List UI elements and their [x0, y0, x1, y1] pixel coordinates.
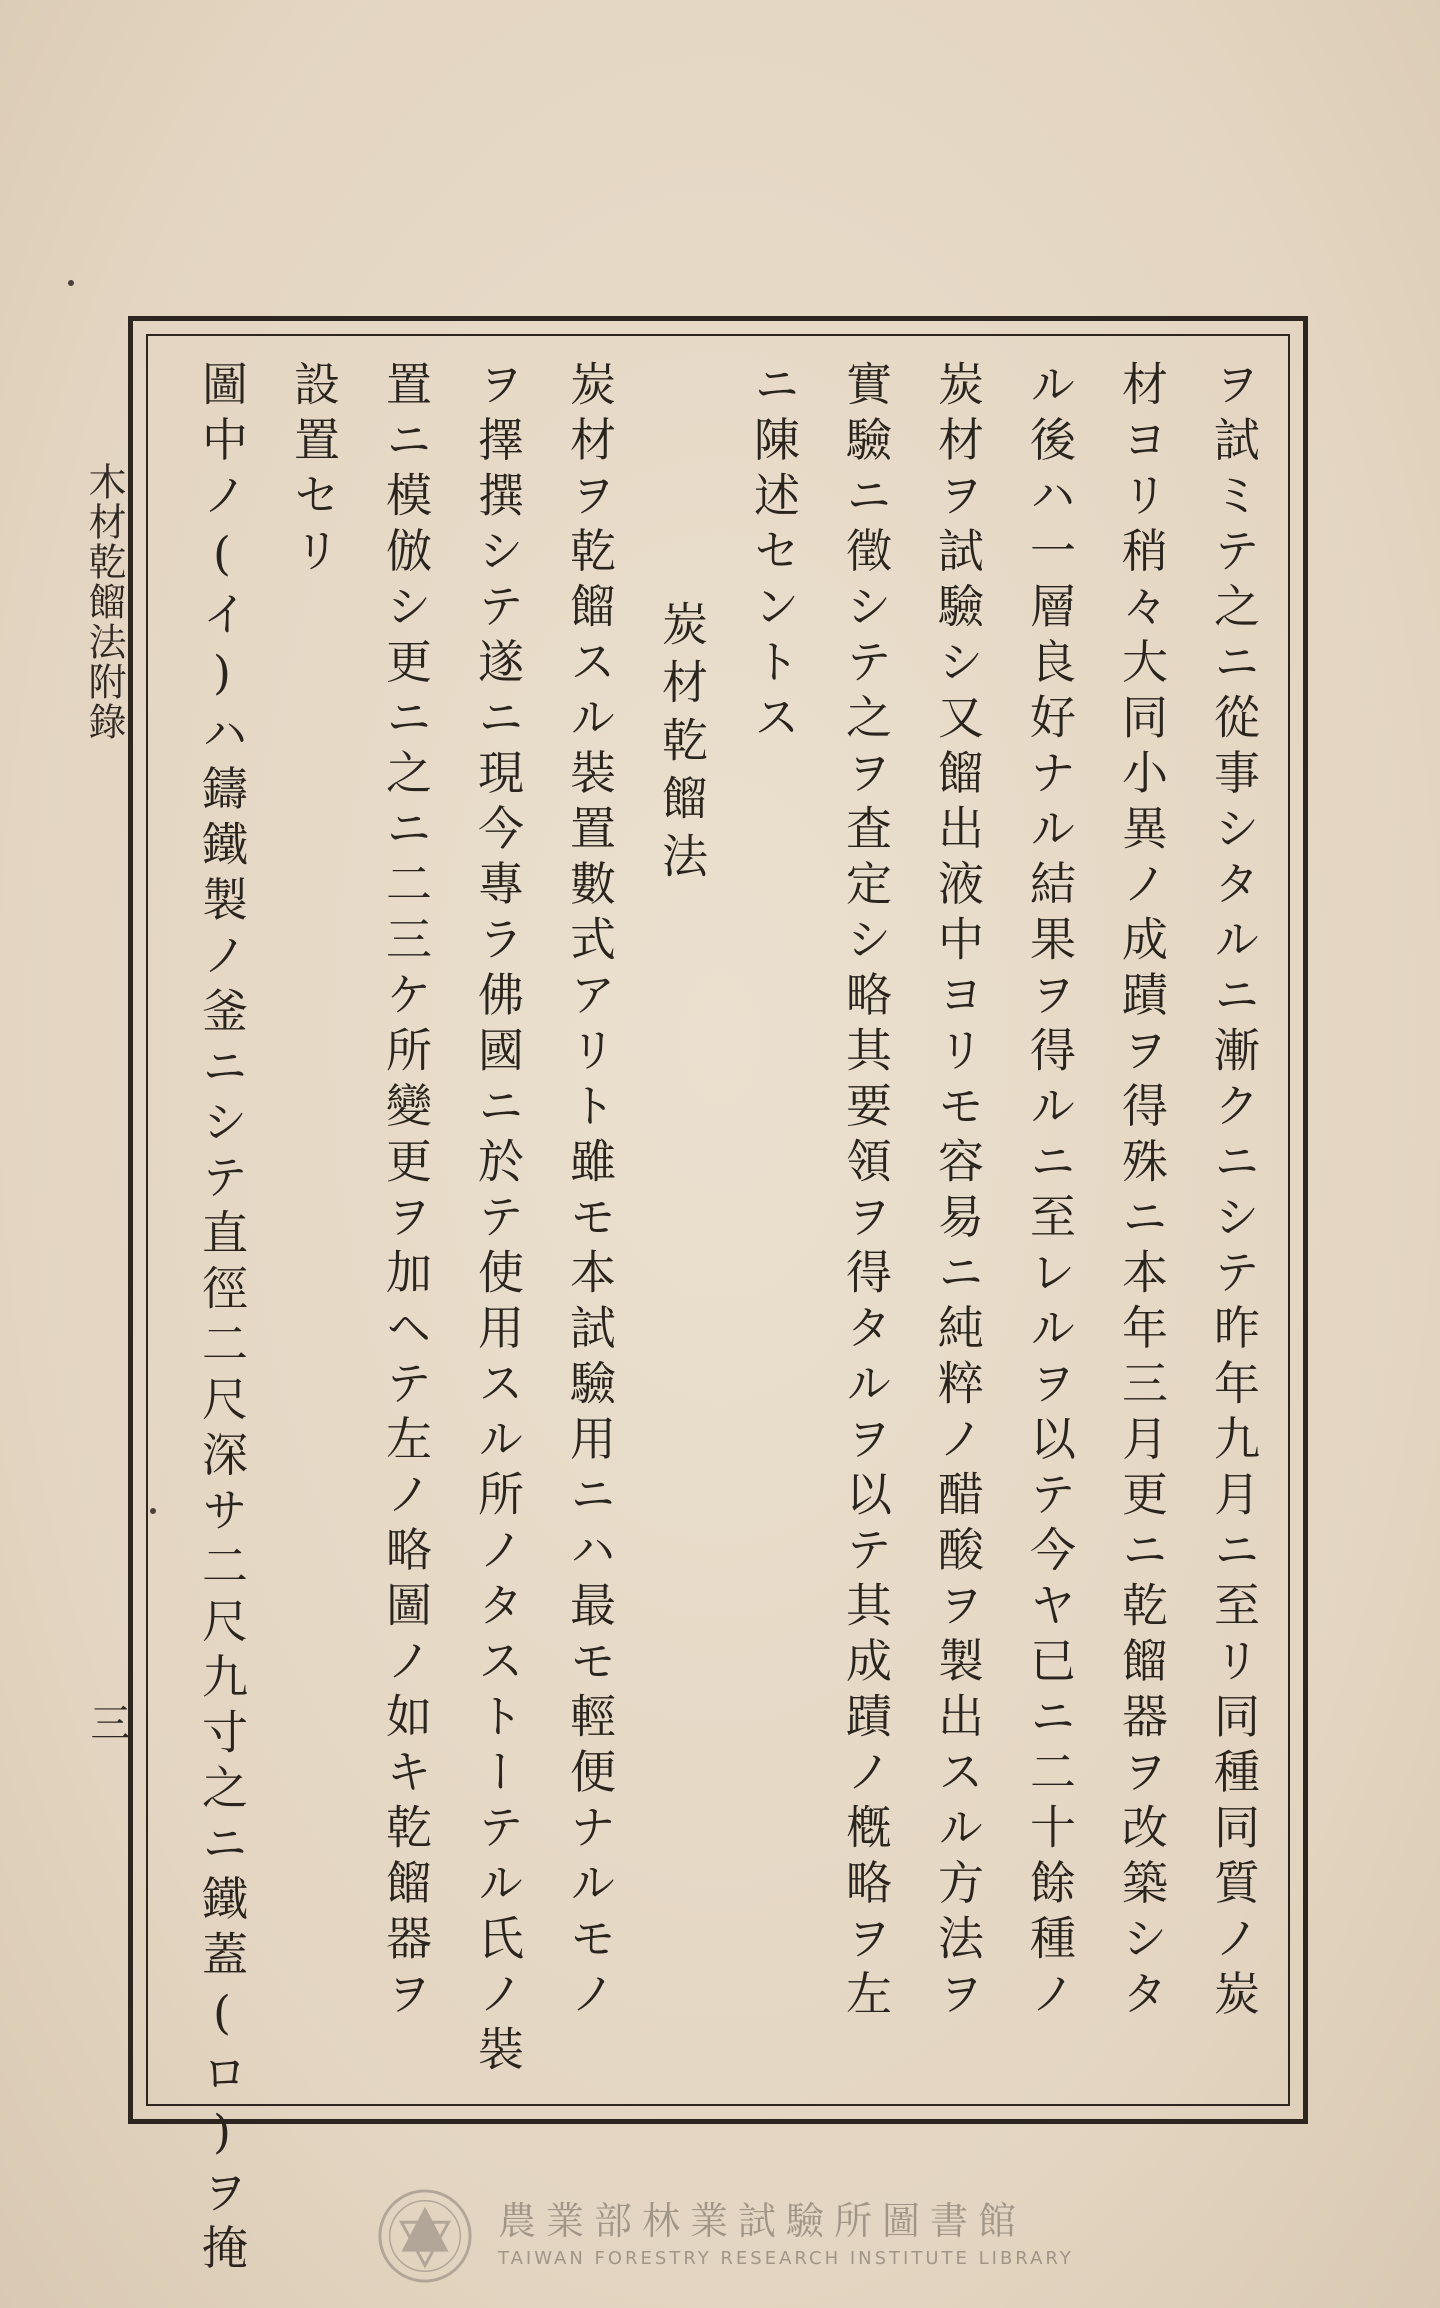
text-column: 圖中ノ(イ)ハ鑄鐵製ノ釜ニシテ直徑二尺深サ二尺九寸之ニ鐵蓋(ロ)ヲ掩 [195, 360, 249, 2279]
watermark-title: 農業部林業試驗所圖書館 [498, 2199, 1027, 2243]
margin-mark [68, 280, 74, 286]
text-column: 置ニ模倣シ更ニ之ニ二三ケ所變更ヲ加ヘテ左ノ略圖ノ如キ乾餾器ヲ [379, 360, 433, 2025]
text-column: ヲ試ミテ之ニ從事シタルニ漸クニシテ昨年九月ニ至リ同種同質ノ炭 [1207, 360, 1261, 2025]
text-column: 材ヨリ稍々大同小異ノ成蹟ヲ得殊ニ本年三月更ニ乾餾器ヲ改築シタ [1115, 360, 1169, 2025]
text-column: 炭材ヲ乾餾スル裝置數式アリト雖モ本試驗用ニハ最モ輕便ナルモノ [563, 360, 617, 2025]
text-column: 設置セリ [287, 360, 341, 582]
text-column: ル後ハ一層良好ナル結果ヲ得ルニ至レルヲ以テ今ヤ已ニ二十餘種ノ [1023, 360, 1077, 2025]
text-column: ニ陳述セントス [747, 360, 801, 749]
running-head: 木材乾餾法附錄 [82, 462, 126, 742]
watermark-subtitle: TAIWAN FORESTRY RESEARCH INSTITUTE LIBRARY [498, 2248, 1074, 2269]
text-column: ヲ擇撰シテ遂ニ現今專ラ佛國ニ於テ使用スル所ノタストーテル氏ノ裝 [471, 360, 525, 2081]
section-heading: 炭材乾餾法 [655, 600, 709, 890]
library-watermark [376, 2186, 1076, 2286]
page-number: 三 [84, 1702, 130, 1742]
text-column: 實驗ニ徵シテ之ヲ査定シ略其要領ヲ得タルヲ以テ其成蹟ノ槪略ヲ左 [839, 360, 893, 2025]
text-column: 炭材ヲ試驗シ又餾出液中ヨリモ容易ニ純粹ノ醋酸ヲ製出スル方法ヲ [931, 360, 985, 2025]
library-seal-icon [376, 2187, 474, 2285]
